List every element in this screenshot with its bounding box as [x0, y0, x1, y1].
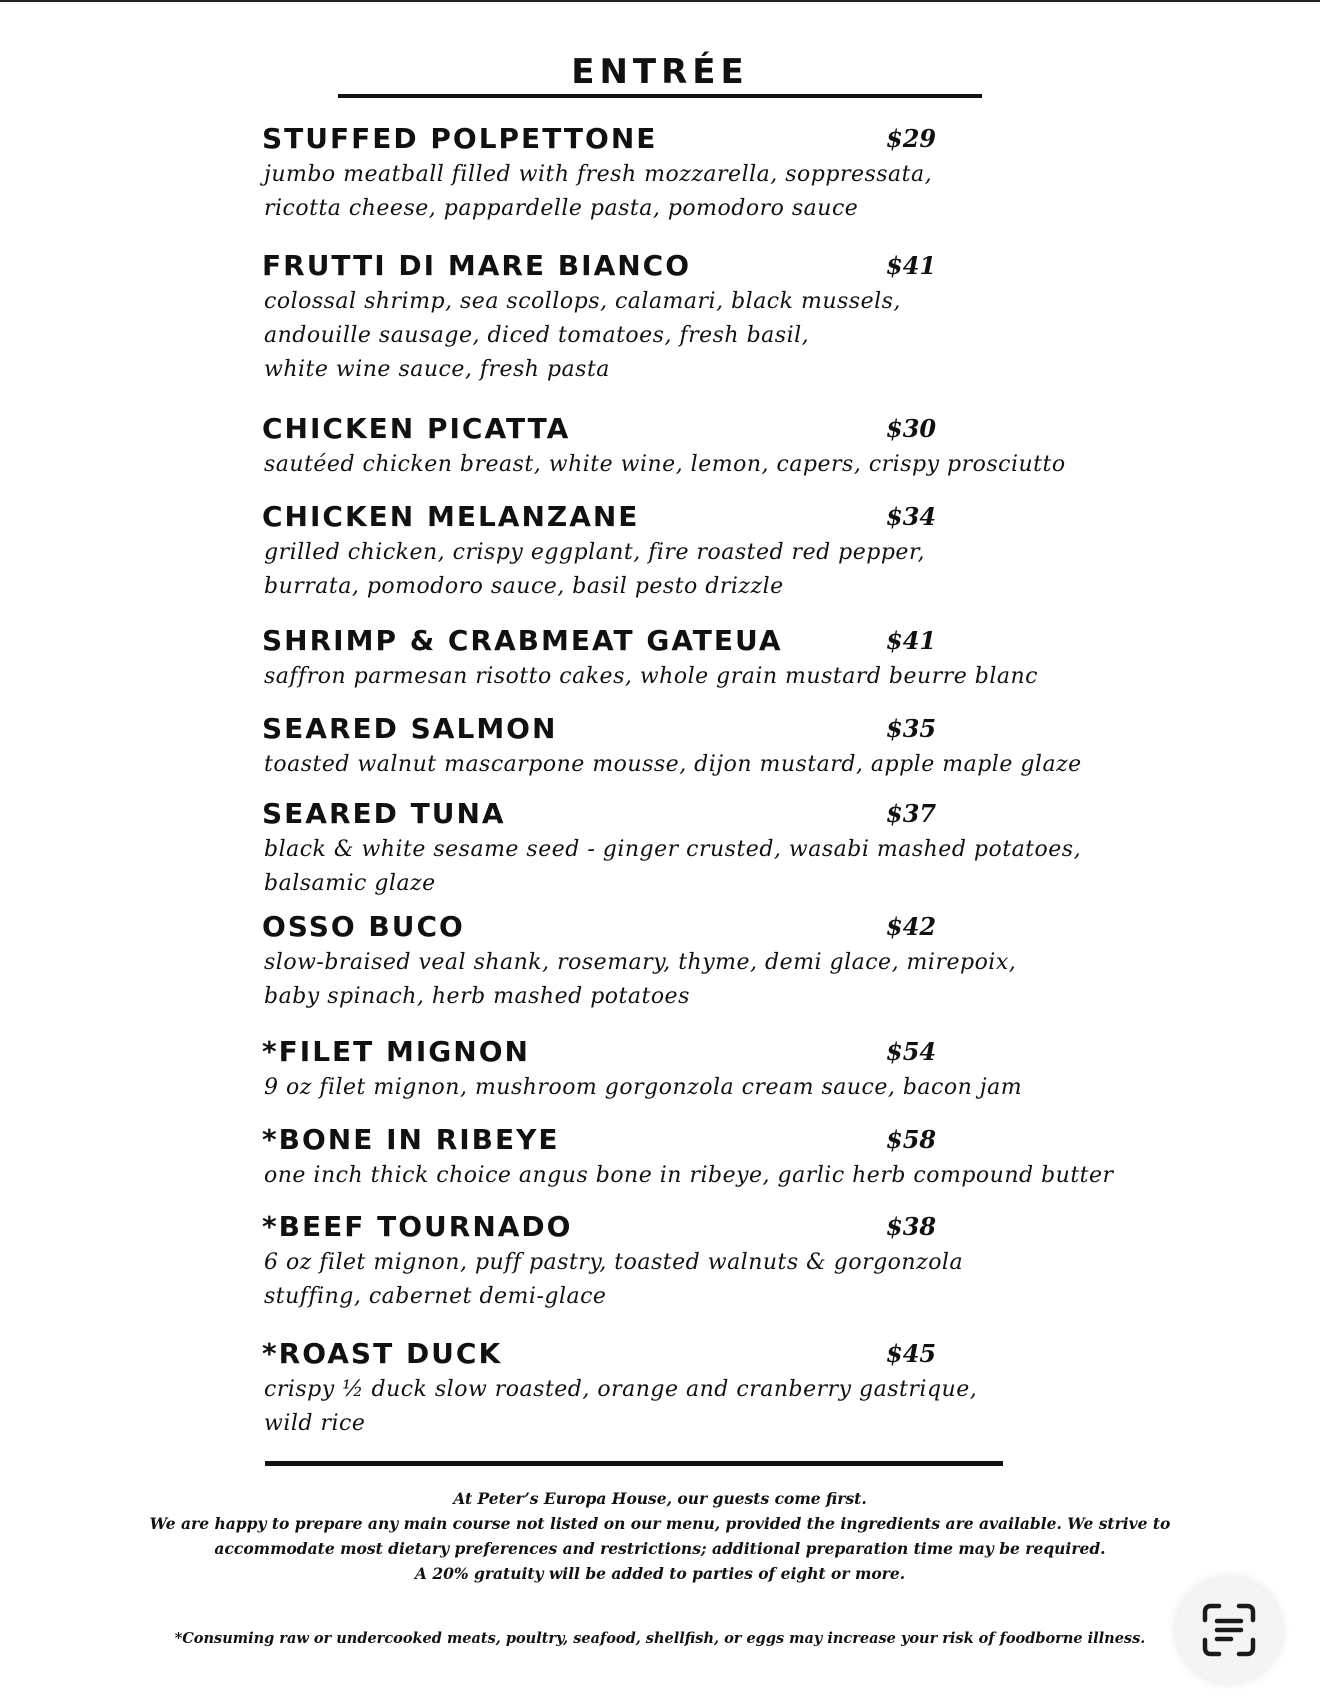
guest-notice	[140, 1486, 1180, 1586]
item-name: *BONE IN RIBEYE	[262, 1123, 560, 1156]
item-name: FRUTTI DI MARE BIANCO	[262, 249, 692, 282]
item-description: toasted walnut mascarpone mousse, dijon mustard, apple maple glaze	[264, 752, 1082, 777]
notice-line: We are happy to prepare any main course not listed on our menu, provided the ingredients are available. We strive to	[149, 1514, 1171, 1533]
item-price: $35	[886, 714, 937, 743]
item-price: $38	[886, 1212, 937, 1241]
item-description: 6 oz filet mignon, puff pastry, toasted walnuts & gorgonzola stuffing, cabernet demi-glace	[264, 1250, 964, 1309]
item-description: slow-braised veal shank, rosemary, thyme, demi glace, mirepoix, baby spinach, herb mashed potatoes	[264, 950, 1017, 1009]
top-border	[0, 0, 1320, 2]
item-name: *ROAST DUCK	[262, 1337, 503, 1370]
item-price: $30	[886, 414, 937, 443]
item-name: *BEEF TOURNADO	[262, 1210, 573, 1243]
item-name: SHRIMP & CRABMEAT GATEUA	[262, 624, 783, 657]
item-description: crispy ½ duck slow roasted, orange and cranberry gastrique, wild rice	[264, 1377, 978, 1436]
item-name: CHICKEN MELANZANE	[262, 500, 640, 533]
item-name: SEARED TUNA	[262, 797, 506, 830]
health-disclaimer: *Consuming raw or undercooked meats, poultry, seafood, shellfish, or eggs may increase your risk of foodborne illness.	[174, 1630, 1146, 1647]
item-name: STUFFED POLPETTONE	[262, 122, 658, 155]
item-price: $41	[886, 626, 937, 655]
footer-divider	[265, 1461, 1003, 1466]
item-price: $58	[886, 1125, 937, 1154]
text-scan-icon	[1201, 1602, 1257, 1658]
text-scan-button[interactable]	[1176, 1577, 1282, 1683]
item-price: $34	[886, 502, 937, 531]
notice-line: At Peter’s Europa House, our guests come first.	[453, 1489, 867, 1508]
item-price: $42	[886, 912, 937, 941]
section-heading: ENTRÉE	[571, 52, 749, 92]
item-description: 9 oz filet mignon, mushroom gorgonzola cream sauce, bacon jam	[264, 1075, 1023, 1100]
item-description: colossal shrimp, sea scollops, calamari, black mussels, andouille sausage, diced tomatoes, fresh basil, white wine sauce, fresh pasta	[264, 289, 901, 382]
item-name: *FILET MIGNON	[262, 1035, 530, 1068]
item-price: $54	[886, 1037, 937, 1066]
item-description: one inch thick choice angus bone in ribeye, garlic herb compound butter	[264, 1163, 1114, 1188]
item-description: sautéed chicken breast, white wine, lemon, capers, crispy prosciutto	[264, 452, 1066, 477]
item-name: SEARED SALMON	[262, 712, 558, 745]
item-price: $41	[886, 251, 937, 280]
item-price: $45	[886, 1339, 937, 1368]
item-description: jumbo meatball filled with fresh mozzarella, soppressata, ricotta cheese, pappardelle pasta, pomodoro sauce	[264, 162, 933, 221]
item-name: OSSO BUCO	[262, 910, 465, 943]
item-name: CHICKEN PICATTA	[262, 412, 571, 445]
heading-underline	[338, 94, 982, 98]
item-description: saffron parmesan risotto cakes, whole grain mustard beurre blanc	[264, 664, 1038, 689]
notice-line: A 20% gratuity will be added to parties of eight or more.	[414, 1564, 906, 1583]
item-description: grilled chicken, crispy eggplant, fire roasted red pepper, burrata, pomodoro sauce, basil pesto drizzle	[264, 540, 926, 599]
item-price: $37	[886, 799, 937, 828]
item-description: black & white sesame seed - ginger crusted, wasabi mashed potatoes, balsamic glaze	[264, 837, 1082, 896]
item-price: $29	[886, 124, 937, 153]
notice-line: accommodate most dietary preferences and restrictions; additional preparation time may be required.	[214, 1539, 1106, 1558]
